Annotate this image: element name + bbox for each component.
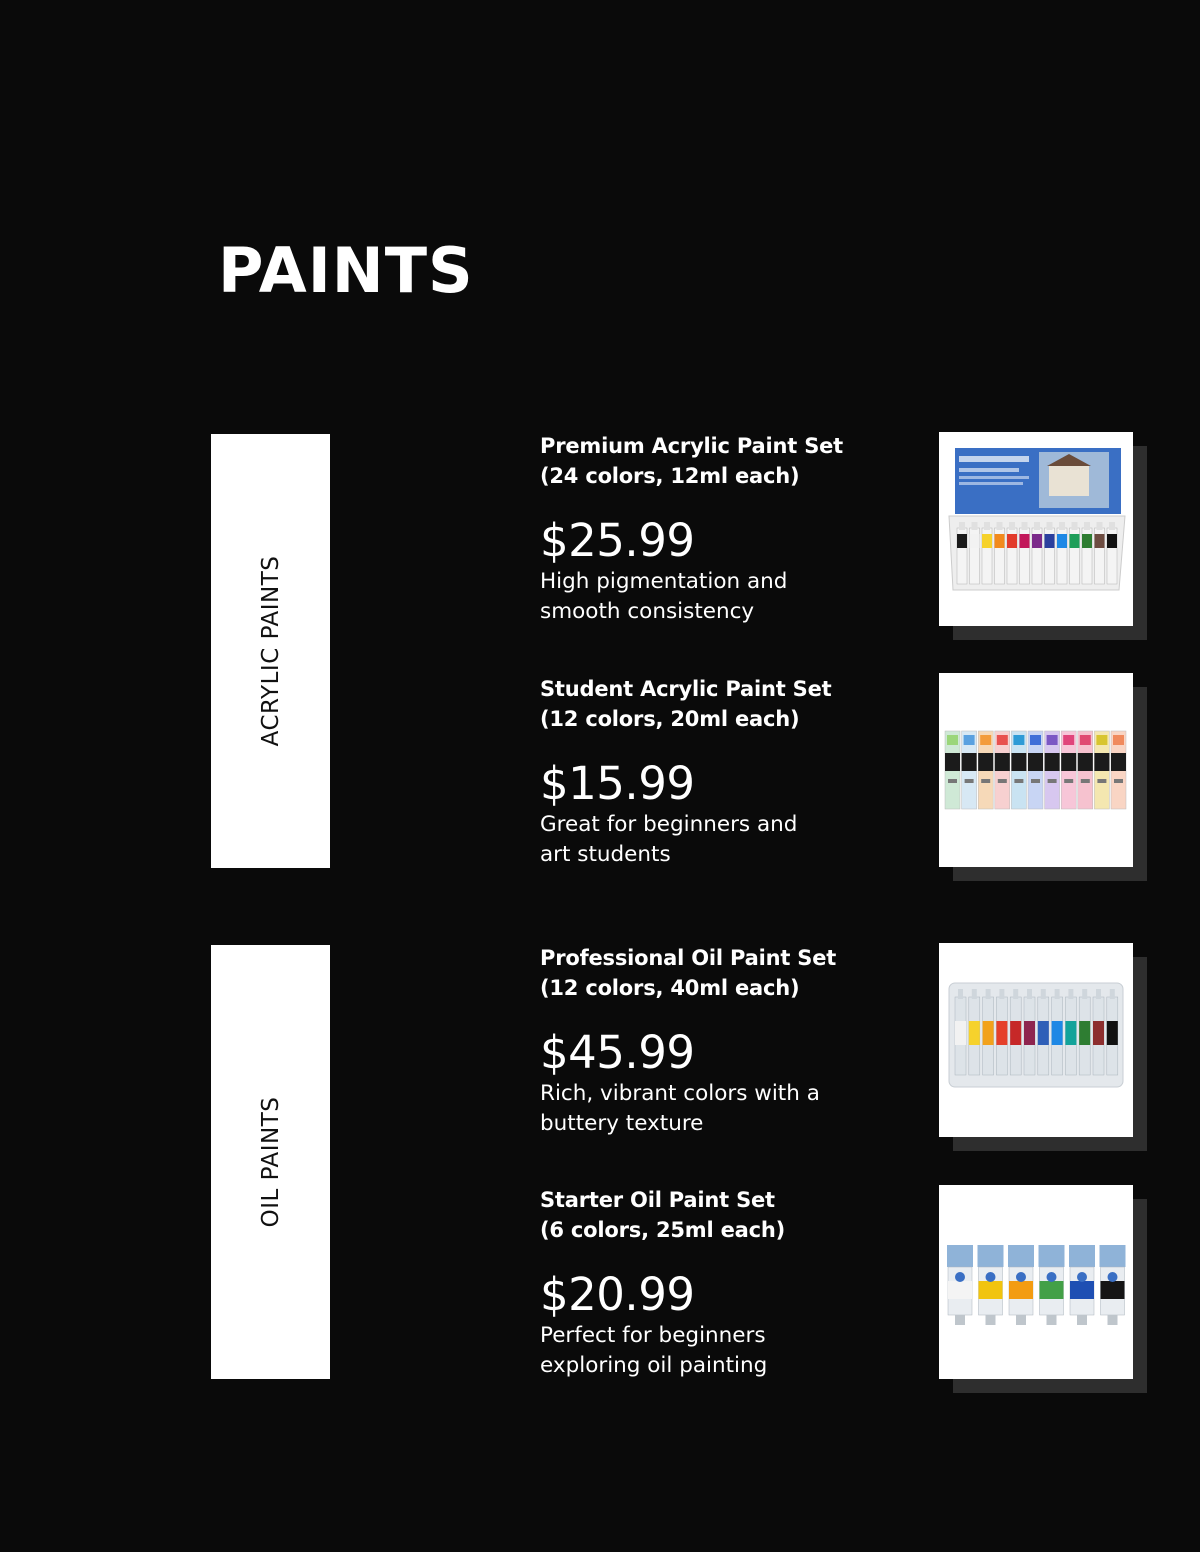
page-title: PAINTS [218, 234, 474, 307]
product-name-line2: (24 colors, 12ml each) [540, 464, 800, 488]
acrylic-tubes-row-icon [939, 673, 1133, 867]
product-name [540, 431, 880, 491]
product-description [540, 1321, 880, 1381]
product-description [540, 567, 880, 627]
product-name-line1: Student Acrylic Paint Set [540, 677, 832, 701]
product-professional-oil [540, 943, 880, 1139]
acrylic-paint-box-icon [939, 432, 1133, 626]
product-desc-line2: exploring oil painting [540, 1353, 768, 1378]
product-price: $15.99 [540, 757, 695, 810]
product-price: $25.99 [540, 514, 695, 567]
product-name-line2: (12 colors, 40ml each) [540, 976, 800, 1000]
product-desc-line2: buttery texture [540, 1111, 704, 1136]
product-image-professional-oil [939, 943, 1133, 1137]
oil-tubes-pack-icon [939, 943, 1133, 1137]
product-desc-line2: art students [540, 842, 671, 867]
product-name [540, 943, 880, 1003]
product-name-line2: (12 colors, 20ml each) [540, 707, 800, 731]
category-label: OIL PAINTS [257, 1096, 284, 1228]
product-desc-line1: High pigmentation and [540, 569, 788, 594]
product-student-acrylic [540, 674, 880, 870]
product-desc-line1: Perfect for beginners [540, 1323, 766, 1348]
product-image-premium-acrylic [939, 432, 1133, 626]
product-name-line1: Professional Oil Paint Set [540, 946, 837, 970]
category-oil-paints [211, 945, 330, 1379]
product-premium-acrylic [540, 431, 880, 627]
product-name-line1: Premium Acrylic Paint Set [540, 434, 844, 458]
product-desc-line1: Great for beginners and [540, 812, 798, 837]
product-price: $45.99 [540, 1026, 695, 1079]
product-price: $20.99 [540, 1268, 695, 1321]
product-image-starter-oil [939, 1185, 1133, 1379]
product-image-student-acrylic [939, 673, 1133, 867]
product-name-line2: (6 colors, 25ml each) [540, 1218, 785, 1242]
product-desc-line1: Rich, vibrant colors with a [540, 1081, 820, 1106]
product-description [540, 1079, 880, 1139]
product-name-line1: Starter Oil Paint Set [540, 1188, 775, 1212]
product-desc-line2: smooth consistency [540, 599, 755, 624]
oil-tubes-six-icon [939, 1185, 1133, 1379]
product-description [540, 810, 880, 870]
product-name [540, 674, 880, 734]
product-starter-oil [540, 1185, 880, 1381]
category-acrylic-paints [211, 434, 330, 868]
category-label: ACRYLIC PAINTS [257, 555, 284, 747]
product-name [540, 1185, 880, 1245]
